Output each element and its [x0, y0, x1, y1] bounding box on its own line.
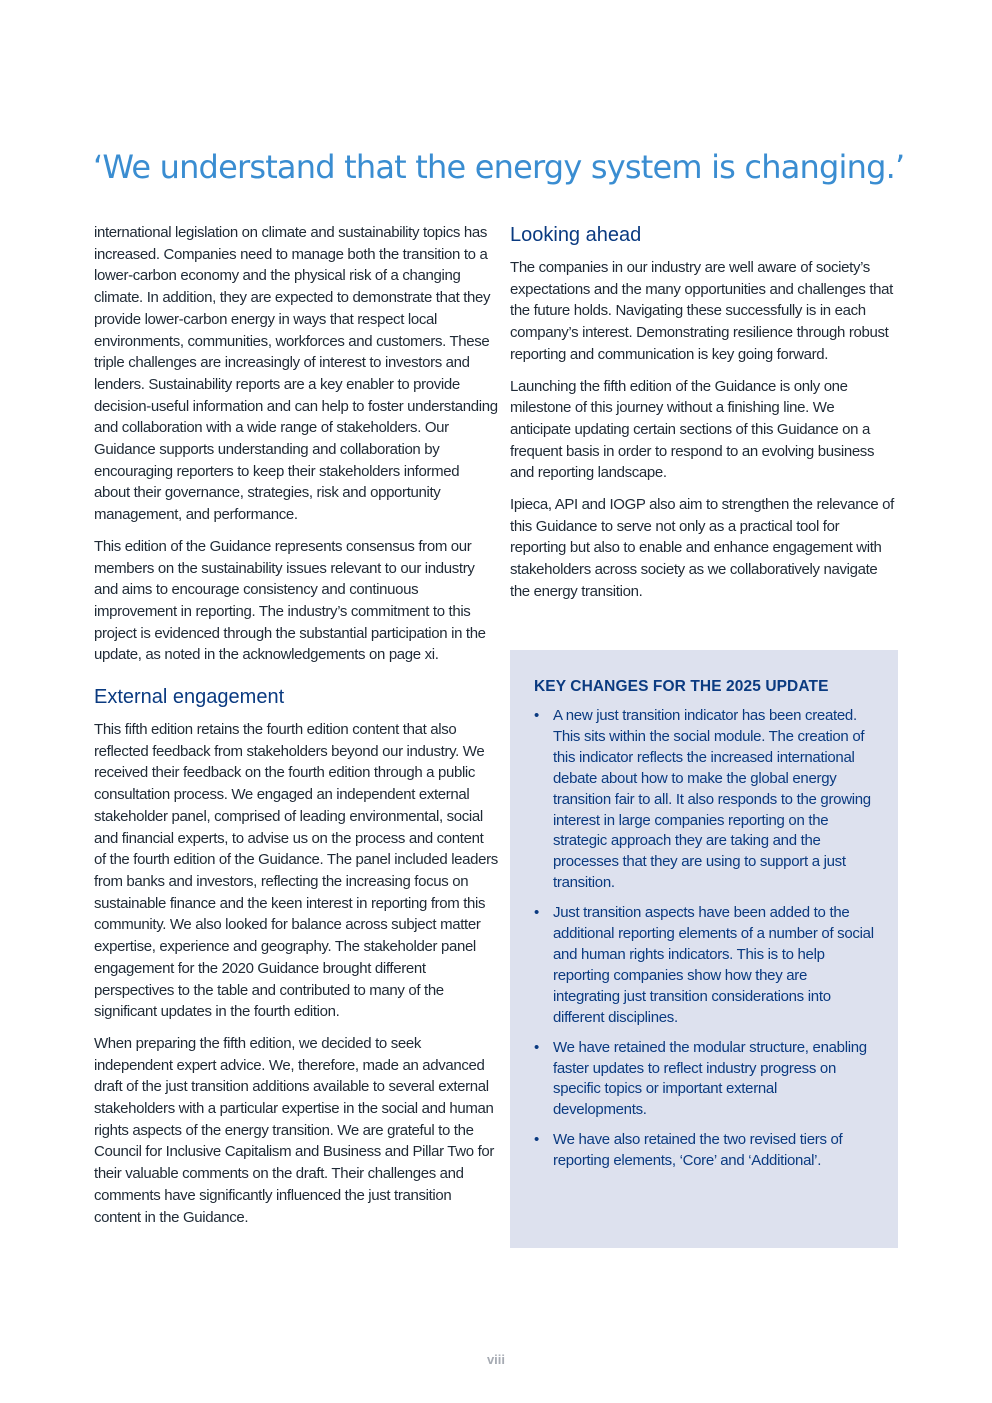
list-item	[534, 1038, 874, 1122]
bullet-icon: •	[534, 1038, 539, 1056]
section-heading-looking-ahead: Looking ahead	[510, 224, 642, 246]
body-paragraph: international legislation on climate and sustainability topics has increased. Companies need to manage both the transition to a lower-carbon economy and the physical risk of a changing climate. In addition, they are expected to demonstrate that they provide lower-carbon energy in ways that respect local environments, communities, workforces and customers. These triple challenges are increasingly of interest to investors and lenders. Sustainability reports are a key enabler to provide decision-useful information and can help to foster understanding and collaboration with a wide range of stakeholders. Our Guidance supports understanding and collaboration by encouraging reporters to keep their stakeholders informed about their governance, strategies, risk and opportunity management, and performance.	[94, 224, 498, 524]
list-item-text: A new just transition indicator has been created. This sits within the social module. The creation of this indicator reflects the increased international debate about how to make the global energy transition fair to all. It also responds to the growing interest in large companies reporting on the strategic approach they are taking and the processes that they are using to support a just transition.	[553, 707, 871, 892]
list-item	[534, 706, 874, 894]
page-headline: ‘We understand that the energy system is changing.’	[93, 148, 905, 186]
left-column	[94, 222, 498, 1238]
bullet-icon: •	[534, 904, 539, 922]
right-column	[510, 222, 898, 613]
bullet-icon: •	[534, 707, 539, 724]
page-number: viii	[486, 1352, 506, 1367]
body-paragraph: When preparing the fifth edition, we decided to seek independent expert advice. We, therefore, made an advanced draft of the just transition additions available to several external stakeholders with a particular expertise in the social and human rights aspects of the energy transition. We are grateful to the Council for Inclusive Capitalism and Business and Pillar Two for their valuable comments on the draft. Their challenges and comments have significantly influenced the just transition content in the Guidance.	[94, 1034, 495, 1226]
list-item	[534, 1130, 874, 1172]
body-paragraph: Launching the fifth edition of the Guidance is only one milestone of this journey without a finishing line. We anticipate updating certain sections of this Guidance on a frequent basis in order to respond to an evolving business and reporting landscape.	[510, 377, 875, 482]
key-changes-list	[534, 706, 874, 1172]
key-changes-title: KEY CHANGES FOR THE 2025 UPDATE	[534, 678, 829, 695]
list-item	[534, 903, 874, 1028]
list-item-text: We have retained the modular structure, enabling faster updates to reflect industry progress on specific topics or important external developments.	[553, 1038, 867, 1119]
section-heading-external-engagement: External engagement	[94, 686, 285, 709]
body-paragraph: This fifth edition retains the fourth edition content that also reflected feedback from stakeholders beyond our industry. We received their feedback on the fourth edition through a public consultation process. We engaged an independent external stakeholder panel, comprised of leading environmental, social and financial experts, to advise us on the process and content of the fourth edition of the Guidance. The panel included leaders from banks and investors, reflecting the increasing focus on sustainable finance and the keen interest in reporting from this community. We also looked for balance across subject matter expertise, experience and geography. The stakeholder panel engagement for the 2020 Guidance brought different perspectives to the table and contributed to many of the significant updates in the fourth edition.	[94, 721, 498, 1021]
list-item-text: Just transition aspects have been added to the additional reporting elements of a number of social and human rights indicators. This is to help reporting companies show how they are integrating just transition considerations into different disciplines.	[553, 904, 874, 1026]
bullet-icon: •	[534, 1131, 539, 1149]
body-paragraph: Ipieca, API and IOGP also aim to strengthen the relevance of this Guidance to serve not only as a practical tool for reporting but also to enable and enhance engagement with stakeholders across society as we collaboratively navigate the energy transition.	[510, 496, 894, 600]
key-changes-box	[510, 650, 898, 1248]
list-item-text: We have also retained the two revised tiers of reporting elements, ‘Core’ and ‘Additional’.	[553, 1131, 843, 1170]
body-paragraph: This edition of the Guidance represents consensus from our members on the sustainability issues relevant to our industry and aims to encourage consistency and continuous improvement in reporting. The industry’s commitment to this project is evidenced through the substantial participation in the update, as noted in the acknowledgements on page xi.	[94, 537, 486, 664]
body-paragraph: The companies in our industry are well aware of society’s expectations and the many opportunities and challenges that the future holds. Navigating these successfully is in each company’s interest. Demonstrating resilience through robust reporting and communication is key going forward.	[510, 259, 893, 363]
